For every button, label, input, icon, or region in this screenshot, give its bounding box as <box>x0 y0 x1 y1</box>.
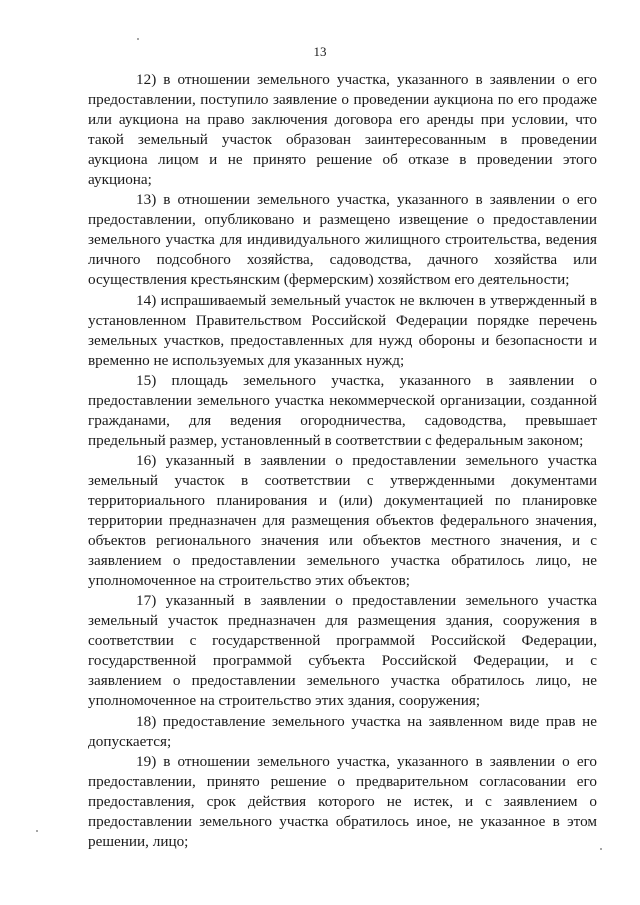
paragraph-item-14: 14) испрашиваемый земельный участок не включен в утвержденный в установленном Правительством Российской Федерации порядке перечень земельных участков, предоставленных для нужд обороны и безопасности и временно не используемых для указанных нужд; <box>88 291 597 369</box>
paragraph-item-17: 17) указанный в заявлении о предоставлении земельного участка земельный участок предназначен для размещения здания, сооружения в соответствии с государственной программой Российской Федерации, государственной программой субъекта Российской Федерации, и с заявлением о предоставлении земельного участка обратилось лицо, не уполномоченное на строительство этих здания, сооружения; <box>88 592 597 710</box>
page-number: 13 <box>313 44 327 59</box>
paragraph-item-15: 15) площадь земельного участка, указанного в заявлении о предоставлении земельного участка некоммерческой организации, созданной гражданами, для ведения огородничества, садоводства, превышает предельный размер, установленный в соответствии с федеральным законом; <box>88 371 597 449</box>
paragraph-item-13: 13) в отношении земельного участка, указанного в заявлении о его предоставлении, опубликовано и размещено извещение о предоставлении земельного участка для индивидуального жилищного строительства, ведения личного подсобного хозяйства, садоводства, дачного хозяйства или осуществления крестьянским (фермерским) хозяйством его деятельности; <box>88 191 597 289</box>
scan-speck <box>600 848 602 850</box>
scan-speck <box>137 38 139 40</box>
paragraph-item-12: 12) в отношении земельного участка, указанного в заявлении о его предоставлении, поступило заявление о проведении аукциона по его продаже или аукциона на право заключения договора его аренды при условии, что такой земельный участок образован заинтересованным в проведении аукциона лицом и не принято решение об отказе в проведении этого аукциона; <box>88 71 597 189</box>
document-body <box>88 70 597 852</box>
paragraph-item-18: 18) предоставление земельного участка на заявленном виде прав не допускается; <box>88 712 597 750</box>
paragraph-item-19: 19) в отношении земельного участка, указанного в заявлении о его предоставлении, принято решение о предварительном согласовании его предоставления, срок действия которого не истек, и с заявлением о предоставлении земельного участка обратилось иное, не указанное в этом решении, лицо; <box>88 752 597 850</box>
scan-speck <box>36 830 38 832</box>
paragraph-item-16: 16) указанный в заявлении о предоставлении земельного участка земельный участок в соответствии с утвержденными документами территориального планирования и (или) документацией по планировке территории предназначен для размещения объектов федерального значения, объектов регионального значения или объектов местного значения, и с заявлением о предоставлении земельного участка обратилось лицо, не уполномоченное на строительство этих объектов; <box>88 451 597 590</box>
